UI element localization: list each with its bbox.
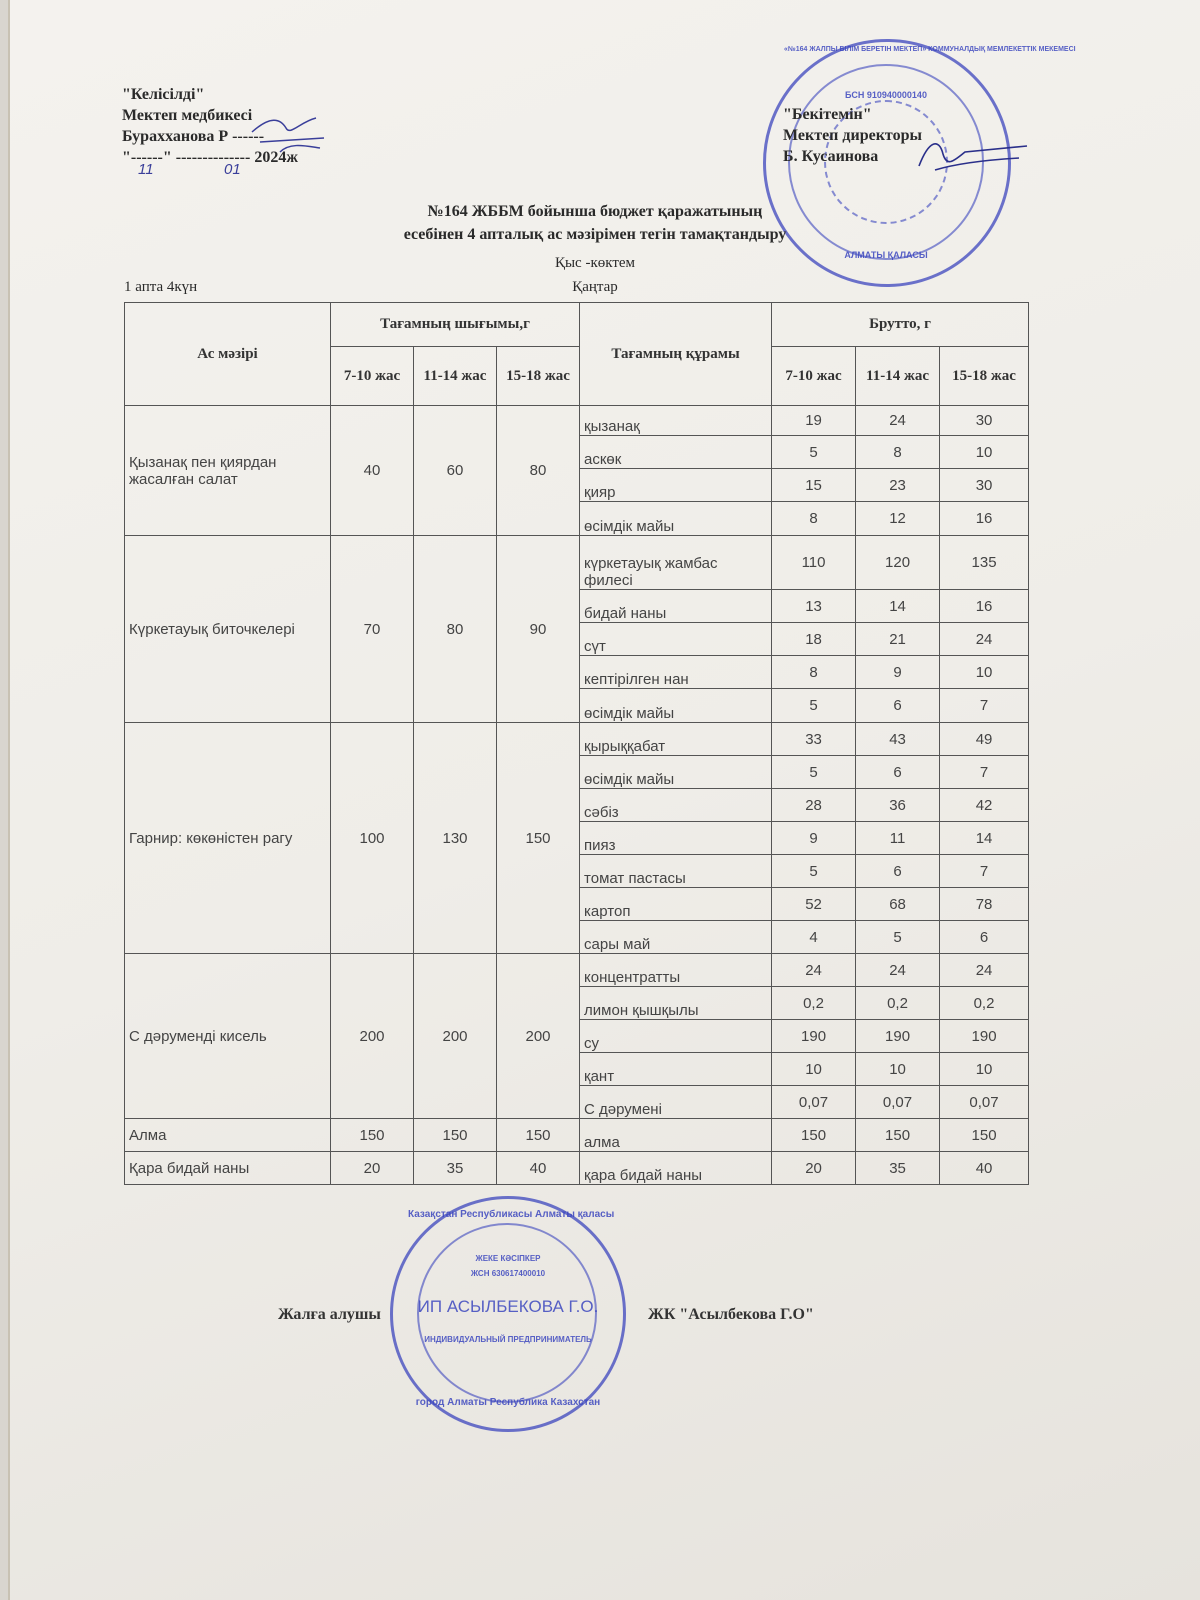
brutto-value: 10: [940, 436, 1029, 469]
dish-output-value: 130: [414, 723, 497, 954]
brutto-value: 6: [940, 921, 1029, 954]
brutto-value: 150: [940, 1119, 1029, 1152]
age-header: 7-10 жас: [772, 347, 856, 406]
ingredient-name: күркетауық жамбас филесі: [580, 536, 772, 590]
brutto-value: 24: [940, 954, 1029, 987]
brutto-value: 150: [772, 1119, 856, 1152]
brutto-value: 43: [856, 723, 940, 756]
director-signature-icon: [915, 130, 1035, 180]
ingredient-name: сары май: [580, 921, 772, 954]
ingredient-name: концентратты: [580, 954, 772, 987]
dish-name: Қара бидай наны: [125, 1152, 331, 1185]
table-row: [125, 723, 1029, 756]
brutto-value: 30: [940, 406, 1029, 436]
nurse-name: Бурахханова Р ------: [122, 128, 265, 145]
dish-output-value: 80: [497, 406, 580, 536]
director-title: Мектеп директоры: [783, 127, 922, 144]
brutto-value: 190: [856, 1020, 940, 1053]
stamp-line-1: ЖЕКЕ КӘСІПКЕР: [475, 1254, 541, 1263]
brutto-value: 52: [772, 888, 856, 921]
brutto-value: 190: [940, 1020, 1029, 1053]
title-line-2: есебінен 4 апталық ас мәзірімен тегін тамақтандыру: [403, 226, 787, 243]
table-row: [125, 954, 1029, 987]
ingredient-name: өсімдік майы: [580, 689, 772, 723]
week-day-label: 1 апта 4күн: [124, 279, 198, 295]
brutto-value: 24: [940, 623, 1029, 656]
brutto-value: 0,07: [940, 1086, 1029, 1119]
dish-output-value: 150: [414, 1119, 497, 1152]
brutto-value: 110: [772, 536, 856, 590]
brutto-value: 8: [772, 656, 856, 689]
ingredient-name: қызанақ: [580, 406, 772, 436]
brutto-value: 0,2: [940, 987, 1029, 1020]
table-row: [125, 536, 1029, 590]
ingredient-name: бидай наны: [580, 590, 772, 623]
approve-label: "Бекітемін": [783, 106, 872, 123]
approval-block-right: [783, 104, 922, 167]
dish-name: Күркетауық биточкелері: [125, 536, 331, 723]
dish-name: С дәруменді кисель: [125, 954, 331, 1119]
brutto-value: 5: [772, 756, 856, 789]
nurse-signature-icon: [250, 112, 330, 156]
brutto-value: 0,07: [856, 1086, 940, 1119]
brutto-value: 7: [940, 855, 1029, 888]
dish-output-value: 40: [497, 1152, 580, 1185]
brutto-value: 24: [772, 954, 856, 987]
brutto-value: 14: [940, 822, 1029, 855]
ingredient-name: су: [580, 1020, 772, 1053]
brutto-value: 15: [772, 469, 856, 502]
brutto-value: 24: [856, 954, 940, 987]
ingredient-name: қияр: [580, 469, 772, 502]
ingredient-name: лимон қышқылы: [580, 987, 772, 1020]
brutto-value: 8: [772, 502, 856, 536]
menu-table-body: [125, 406, 1029, 1185]
ingredient-name: қара бидай наны: [580, 1152, 772, 1185]
brutto-value: 135: [940, 536, 1029, 590]
ingredient-name: сүт: [580, 623, 772, 656]
brutto-value: 9: [856, 656, 940, 689]
brutto-value: 11: [856, 822, 940, 855]
ingredient-name: қант: [580, 1053, 772, 1086]
brutto-value: 35: [856, 1152, 940, 1185]
stamp-ring-text: «№164 ЖАЛПЫ БІЛІМ БЕРЕТІН МЕКТЕП» КОММУНАЛДЫҚ МЕМЛЕКЕТТІК МЕКЕМЕСІ: [784, 46, 1076, 53]
age-header: 15-18 жас: [497, 347, 580, 406]
ingredient-name: пияз: [580, 822, 772, 855]
title-line-1: №164 ЖББМ бойынша бюджет қаражатының: [427, 203, 763, 220]
brutto-value: 5: [856, 921, 940, 954]
age-header: 11-14 жас: [414, 347, 497, 406]
dish-output-value: 200: [497, 954, 580, 1119]
ingredient-name: алма: [580, 1119, 772, 1152]
ip-round-stamp: [390, 1196, 626, 1432]
brutto-value: 8: [856, 436, 940, 469]
dish-output-value: 200: [414, 954, 497, 1119]
ingredient-name: өсімдік майы: [580, 502, 772, 536]
brutto-value: 16: [940, 590, 1029, 623]
brutto-value: 0,2: [772, 987, 856, 1020]
dish-output-value: 150: [497, 723, 580, 954]
brutto-value: 10: [856, 1053, 940, 1086]
brutto-value: 42: [940, 789, 1029, 822]
brutto-value: 21: [856, 623, 940, 656]
season-label: Қыс -көктем: [554, 255, 636, 271]
brutto-value: 7: [940, 689, 1029, 723]
stamp-line-3: ИП АСЫЛБЕКОВА Г.О.: [417, 1297, 599, 1316]
nurse-title: Мектеп медбикесі: [122, 107, 253, 124]
brutto-value: 6: [856, 855, 940, 888]
stamp-bin: БСН 910940000140: [845, 90, 927, 100]
brutto-value: 5: [772, 436, 856, 469]
stamp-line-2: ЖСН 630617400010: [470, 1269, 546, 1278]
dish-output-value: 150: [497, 1119, 580, 1152]
tenant-label: Жалға алушы: [278, 1306, 381, 1323]
dish-output-value: 90: [497, 536, 580, 723]
brutto-value: 18: [772, 623, 856, 656]
col-header-output: Тағамның шығымы,г: [331, 303, 580, 347]
brutto-value: 78: [940, 888, 1029, 921]
age-header: 11-14 жас: [856, 347, 940, 406]
col-header-composition: Тағамның құрамы: [580, 303, 772, 406]
brutto-value: 28: [772, 789, 856, 822]
director-name: Б. Кусаинова: [783, 148, 879, 165]
menu-table: [124, 302, 1029, 1185]
brutto-value: 23: [856, 469, 940, 502]
brutto-value: 190: [772, 1020, 856, 1053]
dish-output-value: 150: [331, 1119, 414, 1152]
brutto-value: 49: [940, 723, 1029, 756]
brutto-value: 19: [772, 406, 856, 436]
ingredient-name: картоп: [580, 888, 772, 921]
ingredient-name: сәбіз: [580, 789, 772, 822]
brutto-value: 150: [856, 1119, 940, 1152]
brutto-value: 33: [772, 723, 856, 756]
col-header-brutto: Брутто, г: [772, 303, 1029, 347]
brutto-value: 0,07: [772, 1086, 856, 1119]
ingredient-name: өсімдік майы: [580, 756, 772, 789]
dish-output-value: 60: [414, 406, 497, 536]
brutto-value: 9: [772, 822, 856, 855]
brutto-value: 10: [940, 656, 1029, 689]
brutto-value: 12: [856, 502, 940, 536]
brutto-value: 13: [772, 590, 856, 623]
dish-output-value: 20: [331, 1152, 414, 1185]
handwritten-month: 01: [224, 161, 241, 178]
table-row: [125, 406, 1029, 436]
dish-output-value: 200: [331, 954, 414, 1119]
stamp-ring-bottom: город Алматы Республика Казахстан: [415, 1397, 601, 1408]
brutto-value: 4: [772, 921, 856, 954]
dish-output-value: 40: [331, 406, 414, 536]
brutto-value: 6: [856, 756, 940, 789]
brutto-value: 5: [772, 689, 856, 723]
brutto-value: 14: [856, 590, 940, 623]
stamp-city: АЛМАТЫ ҚАЛАСЫ: [844, 250, 928, 260]
dish-name: Гарнир: көкөністен рагу: [125, 723, 331, 954]
brutto-value: 6: [856, 689, 940, 723]
brutto-value: 7: [940, 756, 1029, 789]
brutto-value: 0,2: [856, 987, 940, 1020]
month-label: Қаңтар: [572, 279, 618, 295]
dish-output-value: 100: [331, 723, 414, 954]
brutto-value: 5: [772, 855, 856, 888]
dish-name: Қызанақ пен қиярдан жасалған салат: [125, 406, 331, 536]
ingredient-name: томат пастасы: [580, 855, 772, 888]
brutto-value: 30: [940, 469, 1029, 502]
stamp-ring-top: Казақстан Республикасы Алматы қаласы: [408, 1209, 615, 1220]
age-header: 7-10 жас: [331, 347, 414, 406]
brutto-value: 24: [856, 406, 940, 436]
ingredient-name: С дәрумені: [580, 1086, 772, 1119]
brutto-value: 10: [772, 1053, 856, 1086]
agreed-label: "Келісілді": [122, 86, 205, 103]
handwritten-day: 11: [138, 161, 154, 178]
table-row: [125, 1152, 1029, 1185]
approval-date: "------" -------------- 2024ж: [122, 149, 298, 166]
age-header: 15-18 жас: [940, 347, 1029, 406]
brutto-value: 10: [940, 1053, 1029, 1086]
ingredient-name: қырыққабат: [580, 723, 772, 756]
brutto-value: 16: [940, 502, 1029, 536]
brutto-value: 120: [856, 536, 940, 590]
dish-output-value: 80: [414, 536, 497, 723]
stamp-line-4: ИНДИВИДУАЛЬНЫЙ ПРЕДПРИНИМАТЕЛЬ: [424, 1335, 592, 1344]
brutto-value: 20: [772, 1152, 856, 1185]
dish-name: Алма: [125, 1119, 331, 1152]
brutto-value: 68: [856, 888, 940, 921]
brutto-value: 40: [940, 1152, 1029, 1185]
brutto-value: 36: [856, 789, 940, 822]
ingredient-name: аскөк: [580, 436, 772, 469]
entrepreneur-name: ЖК "Асылбекова Г.О": [648, 1306, 814, 1323]
ingredient-name: кептірілген нан: [580, 656, 772, 689]
table-row: [125, 1119, 1029, 1152]
dish-output-value: 70: [331, 536, 414, 723]
col-header-menu: Ас мәзірі: [125, 303, 331, 406]
dish-output-value: 35: [414, 1152, 497, 1185]
